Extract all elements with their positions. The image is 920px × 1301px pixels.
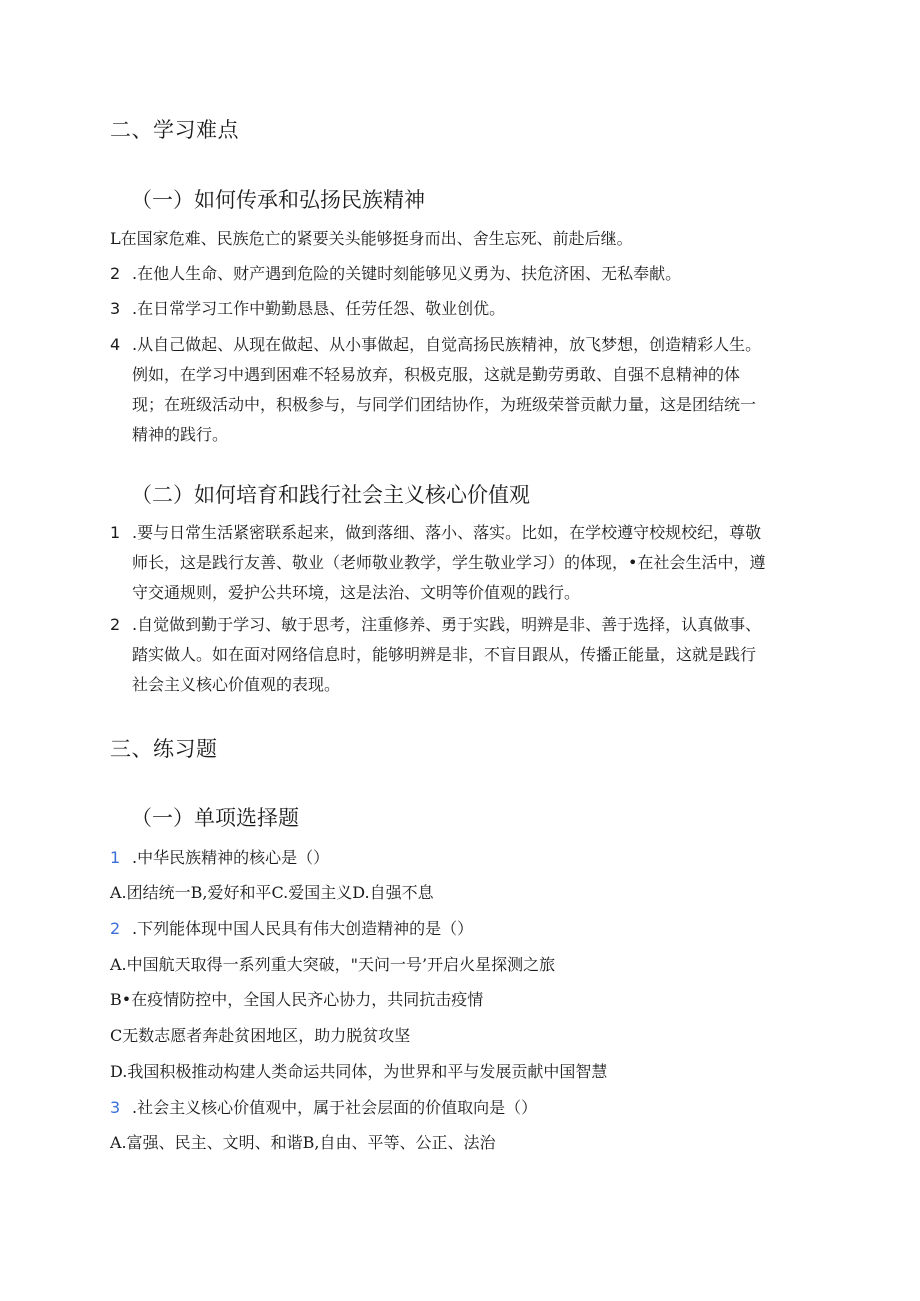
question-number: 3 <box>110 1098 121 1117</box>
list-item-text: .在他人生命、财产遇到危险的关键时刻能够见义勇为、扶危济困、无私奉献。 <box>132 264 682 283</box>
question-2-option-c: C无数志愿者奔赴贫困地区，助力脱贫攻坚 <box>110 1026 411 1045</box>
question-text: .中华民族精神的核心是（） <box>132 848 330 867</box>
list-item-number: 3 <box>110 299 121 318</box>
list-item-text-line: 社会主义核心价值观的表现。 <box>132 675 341 694</box>
subsection-heading-core-values: （二）如何培育和践行社会主义核心价值观 <box>131 483 530 507</box>
question-2-option-b: B•在疫情防控中，全国人民齐心协力，共同抗击疫情 <box>110 990 484 1009</box>
question-3 <box>110 1098 537 1118</box>
list-item-text-line: 现；在班级活动中，积极参与，与同学们团结协作，为班级荣誉贡献力量，这是团结统一 <box>132 395 757 414</box>
question-text: .下列能体现中国人民具有伟大创造精神的是（） <box>132 919 474 938</box>
list-item-number: 2 <box>110 615 121 634</box>
list-item-1 <box>110 229 633 249</box>
list-item-text-line: 例如，在学习中遇到困难不轻易放弃，积极克服，这就是勤劳勇敢、自强不息精神的体 <box>132 365 741 384</box>
section-heading-exercises: 三、练习题 <box>110 737 218 761</box>
list-item-2 <box>110 610 804 700</box>
question-3-options: A.富强、民主、文明、和谐B,自由、平等、公正、法治 <box>110 1133 496 1152</box>
list-item-4 <box>110 330 804 450</box>
list-item-text-line: 守交通规则，爱护公共环境，这是法治、文明等价值观的践行。 <box>132 583 581 602</box>
question-text: .社会主义核心价值观中，属于社会层面的价值取向是（） <box>132 1098 538 1117</box>
list-item-text-line: 精神的践行。 <box>132 425 229 444</box>
question-number: 2 <box>110 919 121 938</box>
question-2-option-a: A.中国航天取得一系列重大突破，"天问一号’开启火星探测之旅 <box>110 955 556 974</box>
list-item-text-line: .从自己做起、从现在做起、从小事做起，自觉高扬民族精神，放飞梦想，创造精彩人生。 <box>132 335 762 354</box>
list-item-text-line: .要与日常生活紧密联系起来，做到落细、落小、落实。比如，在学校遵守校规校纪，尊敬 <box>132 523 762 542</box>
list-item-text-line: 师长，这是践行友善、敬业（老师敬业教学，学生敬业学习）的体现，•在社会生活中，遵 <box>132 553 766 572</box>
question-2 <box>110 919 473 939</box>
list-item-text-line: .自觉做到勤于学习、敏于思考，注重修养、勇于实践，明辨是非、善于选择，认真做事、 <box>132 615 762 634</box>
question-1-options: A.团结统一B,爱好和平C.爱国主义D.自强不息 <box>110 883 434 902</box>
list-item-1 <box>110 518 804 608</box>
question-number: 1 <box>110 848 121 867</box>
list-item-text: L在国家危难、民族危亡的紧要关头能够挺身而出、舍生忘死、前赴后继。 <box>110 229 633 248</box>
list-item-2 <box>110 264 681 284</box>
subsection-heading-national-spirit: （一）如何传承和弘扬民族精神 <box>131 188 425 212</box>
list-item-text: .在日常学习工作中勤勤恳恳、任劳任怨、敬业创优。 <box>132 299 506 318</box>
section-heading-difficulties: 二、学习难点 <box>110 118 239 142</box>
question-2-option-d: D.我国积极推动构建人类命运共同体，为世界和平与发展贡献中国智慧 <box>110 1062 608 1081</box>
list-item-text-line: 踏实做人。如在面对网络信息时，能够明辨是非，不盲目跟从，传播正能量，这就是践行 <box>132 645 757 664</box>
list-item-3 <box>110 299 505 319</box>
list-item-number: 1 <box>110 523 121 542</box>
list-item-number: 4 <box>110 335 121 354</box>
list-item-number: 2 <box>110 264 121 283</box>
subsection-heading-single-choice: （一）单项选择题 <box>131 806 299 830</box>
question-1 <box>110 848 329 868</box>
